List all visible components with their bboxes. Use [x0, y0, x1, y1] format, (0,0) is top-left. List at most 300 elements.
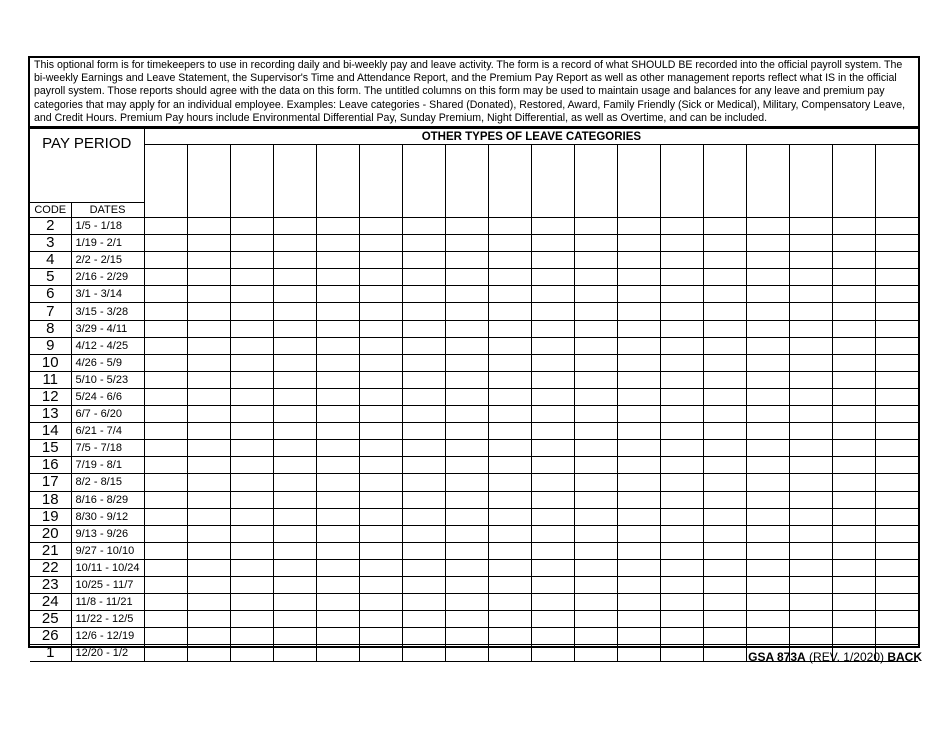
- entry-cell[interactable]: [531, 576, 574, 593]
- entry-cell[interactable]: [660, 252, 703, 269]
- entry-cell[interactable]: [531, 371, 574, 388]
- entry-cell[interactable]: [660, 235, 703, 252]
- entry-cell[interactable]: [273, 423, 316, 440]
- entry-cell[interactable]: [660, 594, 703, 611]
- entry-cell[interactable]: [445, 491, 488, 508]
- entry-cell[interactable]: [531, 320, 574, 337]
- entry-cell[interactable]: [875, 252, 918, 269]
- entry-cell[interactable]: [746, 628, 789, 645]
- entry-cell[interactable]: [488, 491, 531, 508]
- entry-cell[interactable]: [875, 337, 918, 354]
- entry-cell[interactable]: [230, 440, 273, 457]
- entry-cell[interactable]: [316, 611, 359, 628]
- entry-cell[interactable]: [703, 218, 746, 235]
- entry-cell[interactable]: [789, 525, 832, 542]
- entry-cell[interactable]: [746, 542, 789, 559]
- entry-cell[interactable]: [531, 388, 574, 405]
- entry-cell[interactable]: [660, 525, 703, 542]
- entry-cell[interactable]: [617, 628, 660, 645]
- entry-cell[interactable]: [187, 457, 230, 474]
- entry-cell[interactable]: [402, 269, 445, 286]
- entry-cell[interactable]: [574, 286, 617, 303]
- entry-cell[interactable]: [660, 354, 703, 371]
- entry-cell[interactable]: [703, 406, 746, 423]
- entry-cell[interactable]: [359, 645, 402, 662]
- entry-cell[interactable]: [703, 354, 746, 371]
- entry-cell[interactable]: [832, 269, 875, 286]
- entry-cell[interactable]: [273, 474, 316, 491]
- entry-cell[interactable]: [789, 252, 832, 269]
- entry-cell[interactable]: [402, 457, 445, 474]
- leave-category-header-cell[interactable]: [531, 145, 574, 218]
- entry-cell[interactable]: [359, 542, 402, 559]
- entry-cell[interactable]: [402, 406, 445, 423]
- entry-cell[interactable]: [574, 388, 617, 405]
- entry-cell[interactable]: [230, 406, 273, 423]
- entry-cell[interactable]: [832, 611, 875, 628]
- entry-cell[interactable]: [445, 286, 488, 303]
- entry-cell[interactable]: [187, 423, 230, 440]
- entry-cell[interactable]: [789, 423, 832, 440]
- entry-cell[interactable]: [230, 474, 273, 491]
- entry-cell[interactable]: [445, 354, 488, 371]
- entry-cell[interactable]: [531, 525, 574, 542]
- entry-cell[interactable]: [875, 525, 918, 542]
- entry-cell[interactable]: [402, 594, 445, 611]
- entry-cell[interactable]: [445, 371, 488, 388]
- entry-cell[interactable]: [359, 491, 402, 508]
- entry-cell[interactable]: [832, 559, 875, 576]
- entry-cell[interactable]: [703, 576, 746, 593]
- entry-cell[interactable]: [660, 388, 703, 405]
- entry-cell[interactable]: [832, 423, 875, 440]
- entry-cell[interactable]: [402, 235, 445, 252]
- entry-cell[interactable]: [660, 611, 703, 628]
- entry-cell[interactable]: [359, 594, 402, 611]
- leave-category-header-cell[interactable]: [402, 145, 445, 218]
- entry-cell[interactable]: [230, 594, 273, 611]
- entry-cell[interactable]: [144, 525, 187, 542]
- entry-cell[interactable]: [789, 559, 832, 576]
- entry-cell[interactable]: [488, 354, 531, 371]
- entry-cell[interactable]: [746, 406, 789, 423]
- entry-cell[interactable]: [187, 645, 230, 662]
- entry-cell[interactable]: [316, 371, 359, 388]
- entry-cell[interactable]: [832, 542, 875, 559]
- entry-cell[interactable]: [359, 457, 402, 474]
- entry-cell[interactable]: [703, 252, 746, 269]
- entry-cell[interactable]: [617, 491, 660, 508]
- leave-category-header-cell[interactable]: [703, 145, 746, 218]
- entry-cell[interactable]: [445, 269, 488, 286]
- entry-cell[interactable]: [875, 457, 918, 474]
- entry-cell[interactable]: [617, 286, 660, 303]
- entry-cell[interactable]: [230, 559, 273, 576]
- entry-cell[interactable]: [316, 388, 359, 405]
- entry-cell[interactable]: [445, 303, 488, 320]
- entry-cell[interactable]: [832, 508, 875, 525]
- entry-cell[interactable]: [359, 269, 402, 286]
- entry-cell[interactable]: [316, 269, 359, 286]
- entry-cell[interactable]: [402, 559, 445, 576]
- entry-cell[interactable]: [617, 457, 660, 474]
- entry-cell[interactable]: [144, 559, 187, 576]
- entry-cell[interactable]: [359, 611, 402, 628]
- entry-cell[interactable]: [144, 491, 187, 508]
- entry-cell[interactable]: [789, 388, 832, 405]
- entry-cell[interactable]: [789, 576, 832, 593]
- entry-cell[interactable]: [187, 354, 230, 371]
- entry-cell[interactable]: [531, 594, 574, 611]
- entry-cell[interactable]: [402, 645, 445, 662]
- entry-cell[interactable]: [531, 218, 574, 235]
- entry-cell[interactable]: [230, 611, 273, 628]
- entry-cell[interactable]: [359, 252, 402, 269]
- entry-cell[interactable]: [230, 337, 273, 354]
- entry-cell[interactable]: [488, 252, 531, 269]
- entry-cell[interactable]: [574, 576, 617, 593]
- entry-cell[interactable]: [402, 320, 445, 337]
- entry-cell[interactable]: [703, 542, 746, 559]
- entry-cell[interactable]: [402, 286, 445, 303]
- entry-cell[interactable]: [187, 628, 230, 645]
- entry-cell[interactable]: [789, 542, 832, 559]
- entry-cell[interactable]: [789, 440, 832, 457]
- entry-cell[interactable]: [187, 252, 230, 269]
- entry-cell[interactable]: [574, 508, 617, 525]
- entry-cell[interactable]: [402, 576, 445, 593]
- entry-cell[interactable]: [187, 303, 230, 320]
- entry-cell[interactable]: [832, 218, 875, 235]
- entry-cell[interactable]: [359, 423, 402, 440]
- entry-cell[interactable]: [359, 406, 402, 423]
- entry-cell[interactable]: [316, 645, 359, 662]
- entry-cell[interactable]: [617, 406, 660, 423]
- entry-cell[interactable]: [617, 645, 660, 662]
- entry-cell[interactable]: [531, 252, 574, 269]
- leave-category-header-cell[interactable]: [273, 145, 316, 218]
- entry-cell[interactable]: [875, 491, 918, 508]
- entry-cell[interactable]: [316, 525, 359, 542]
- leave-category-header-cell[interactable]: [832, 145, 875, 218]
- entry-cell[interactable]: [230, 371, 273, 388]
- entry-cell[interactable]: [531, 628, 574, 645]
- entry-cell[interactable]: [660, 269, 703, 286]
- entry-cell[interactable]: [832, 406, 875, 423]
- entry-cell[interactable]: [660, 474, 703, 491]
- entry-cell[interactable]: [445, 218, 488, 235]
- entry-cell[interactable]: [273, 303, 316, 320]
- entry-cell[interactable]: [230, 235, 273, 252]
- entry-cell[interactable]: [703, 645, 746, 662]
- entry-cell[interactable]: [574, 440, 617, 457]
- entry-cell[interactable]: [273, 337, 316, 354]
- entry-cell[interactable]: [187, 371, 230, 388]
- entry-cell[interactable]: [531, 303, 574, 320]
- entry-cell[interactable]: [230, 388, 273, 405]
- entry-cell[interactable]: [875, 423, 918, 440]
- entry-cell[interactable]: [445, 645, 488, 662]
- entry-cell[interactable]: [617, 525, 660, 542]
- entry-cell[interactable]: [789, 611, 832, 628]
- entry-cell[interactable]: [230, 252, 273, 269]
- entry-cell[interactable]: [316, 218, 359, 235]
- entry-cell[interactable]: [488, 218, 531, 235]
- entry-cell[interactable]: [316, 594, 359, 611]
- entry-cell[interactable]: [832, 235, 875, 252]
- entry-cell[interactable]: [660, 337, 703, 354]
- entry-cell[interactable]: [187, 491, 230, 508]
- entry-cell[interactable]: [617, 320, 660, 337]
- entry-cell[interactable]: [402, 303, 445, 320]
- entry-cell[interactable]: [746, 508, 789, 525]
- entry-cell[interactable]: [660, 559, 703, 576]
- entry-cell[interactable]: [359, 218, 402, 235]
- entry-cell[interactable]: [230, 423, 273, 440]
- entry-cell[interactable]: [316, 303, 359, 320]
- entry-cell[interactable]: [617, 611, 660, 628]
- entry-cell[interactable]: [273, 508, 316, 525]
- entry-cell[interactable]: [574, 354, 617, 371]
- entry-cell[interactable]: [617, 269, 660, 286]
- entry-cell[interactable]: [445, 388, 488, 405]
- entry-cell[interactable]: [574, 235, 617, 252]
- entry-cell[interactable]: [402, 371, 445, 388]
- entry-cell[interactable]: [703, 611, 746, 628]
- entry-cell[interactable]: [875, 286, 918, 303]
- entry-cell[interactable]: [875, 320, 918, 337]
- entry-cell[interactable]: [531, 269, 574, 286]
- entry-cell[interactable]: [660, 320, 703, 337]
- entry-cell[interactable]: [316, 406, 359, 423]
- entry-cell[interactable]: [703, 508, 746, 525]
- entry-cell[interactable]: [746, 371, 789, 388]
- entry-cell[interactable]: [703, 594, 746, 611]
- entry-cell[interactable]: [488, 337, 531, 354]
- leave-category-header-cell[interactable]: [617, 145, 660, 218]
- entry-cell[interactable]: [144, 286, 187, 303]
- entry-cell[interactable]: [488, 303, 531, 320]
- entry-cell[interactable]: [531, 611, 574, 628]
- entry-cell[interactable]: [875, 218, 918, 235]
- entry-cell[interactable]: [617, 354, 660, 371]
- entry-cell[interactable]: [746, 576, 789, 593]
- entry-cell[interactable]: [316, 628, 359, 645]
- entry-cell[interactable]: [875, 235, 918, 252]
- entry-cell[interactable]: [617, 252, 660, 269]
- entry-cell[interactable]: [273, 559, 316, 576]
- entry-cell[interactable]: [703, 286, 746, 303]
- entry-cell[interactable]: [574, 474, 617, 491]
- leave-category-header-cell[interactable]: [316, 145, 359, 218]
- entry-cell[interactable]: [789, 508, 832, 525]
- entry-cell[interactable]: [875, 559, 918, 576]
- entry-cell[interactable]: [144, 371, 187, 388]
- entry-cell[interactable]: [273, 286, 316, 303]
- entry-cell[interactable]: [273, 611, 316, 628]
- entry-cell[interactable]: [144, 576, 187, 593]
- entry-cell[interactable]: [789, 269, 832, 286]
- entry-cell[interactable]: [187, 542, 230, 559]
- entry-cell[interactable]: [359, 235, 402, 252]
- entry-cell[interactable]: [660, 286, 703, 303]
- entry-cell[interactable]: [273, 371, 316, 388]
- entry-cell[interactable]: [144, 388, 187, 405]
- entry-cell[interactable]: [703, 337, 746, 354]
- entry-cell[interactable]: [703, 457, 746, 474]
- entry-cell[interactable]: [574, 252, 617, 269]
- entry-cell[interactable]: [832, 525, 875, 542]
- entry-cell[interactable]: [531, 645, 574, 662]
- entry-cell[interactable]: [832, 337, 875, 354]
- entry-cell[interactable]: [574, 542, 617, 559]
- entry-cell[interactable]: [832, 594, 875, 611]
- entry-cell[interactable]: [789, 628, 832, 645]
- entry-cell[interactable]: [875, 303, 918, 320]
- entry-cell[interactable]: [445, 542, 488, 559]
- entry-cell[interactable]: [617, 576, 660, 593]
- leave-category-header-cell[interactable]: [875, 145, 918, 218]
- entry-cell[interactable]: [875, 269, 918, 286]
- leave-category-header-cell[interactable]: [230, 145, 273, 218]
- entry-cell[interactable]: [875, 406, 918, 423]
- entry-cell[interactable]: [617, 474, 660, 491]
- entry-cell[interactable]: [574, 628, 617, 645]
- entry-cell[interactable]: [144, 320, 187, 337]
- entry-cell[interactable]: [144, 628, 187, 645]
- entry-cell[interactable]: [488, 235, 531, 252]
- entry-cell[interactable]: [230, 542, 273, 559]
- entry-cell[interactable]: [531, 474, 574, 491]
- entry-cell[interactable]: [488, 559, 531, 576]
- entry-cell[interactable]: [789, 594, 832, 611]
- leave-category-header-cell[interactable]: [359, 145, 402, 218]
- entry-cell[interactable]: [660, 218, 703, 235]
- entry-cell[interactable]: [187, 337, 230, 354]
- entry-cell[interactable]: [746, 269, 789, 286]
- entry-cell[interactable]: [273, 594, 316, 611]
- entry-cell[interactable]: [531, 457, 574, 474]
- entry-cell[interactable]: [488, 406, 531, 423]
- entry-cell[interactable]: [875, 474, 918, 491]
- entry-cell[interactable]: [273, 218, 316, 235]
- entry-cell[interactable]: [746, 457, 789, 474]
- entry-cell[interactable]: [230, 628, 273, 645]
- entry-cell[interactable]: [660, 457, 703, 474]
- entry-cell[interactable]: [574, 611, 617, 628]
- entry-cell[interactable]: [488, 440, 531, 457]
- entry-cell[interactable]: [144, 423, 187, 440]
- entry-cell[interactable]: [488, 576, 531, 593]
- entry-cell[interactable]: [617, 542, 660, 559]
- entry-cell[interactable]: [660, 371, 703, 388]
- leave-category-header-cell[interactable]: [746, 145, 789, 218]
- entry-cell[interactable]: [230, 525, 273, 542]
- entry-cell[interactable]: [488, 388, 531, 405]
- entry-cell[interactable]: [445, 611, 488, 628]
- entry-cell[interactable]: [316, 354, 359, 371]
- entry-cell[interactable]: [359, 440, 402, 457]
- entry-cell[interactable]: [144, 474, 187, 491]
- entry-cell[interactable]: [144, 611, 187, 628]
- entry-cell[interactable]: [402, 423, 445, 440]
- entry-cell[interactable]: [832, 628, 875, 645]
- entry-cell[interactable]: [789, 457, 832, 474]
- entry-cell[interactable]: [445, 525, 488, 542]
- entry-cell[interactable]: [789, 286, 832, 303]
- entry-cell[interactable]: [875, 576, 918, 593]
- entry-cell[interactable]: [445, 457, 488, 474]
- entry-cell[interactable]: [746, 474, 789, 491]
- entry-cell[interactable]: [703, 491, 746, 508]
- entry-cell[interactable]: [617, 440, 660, 457]
- entry-cell[interactable]: [445, 235, 488, 252]
- entry-cell[interactable]: [359, 286, 402, 303]
- entry-cell[interactable]: [230, 508, 273, 525]
- entry-cell[interactable]: [144, 457, 187, 474]
- entry-cell[interactable]: [445, 320, 488, 337]
- entry-cell[interactable]: [703, 303, 746, 320]
- entry-cell[interactable]: [875, 594, 918, 611]
- entry-cell[interactable]: [789, 337, 832, 354]
- entry-cell[interactable]: [273, 542, 316, 559]
- entry-cell[interactable]: [574, 320, 617, 337]
- entry-cell[interactable]: [660, 440, 703, 457]
- entry-cell[interactable]: [488, 474, 531, 491]
- entry-cell[interactable]: [273, 491, 316, 508]
- entry-cell[interactable]: [230, 218, 273, 235]
- entry-cell[interactable]: [703, 525, 746, 542]
- entry-cell[interactable]: [144, 645, 187, 662]
- entry-cell[interactable]: [832, 457, 875, 474]
- entry-cell[interactable]: [445, 423, 488, 440]
- entry-cell[interactable]: [359, 628, 402, 645]
- entry-cell[interactable]: [445, 252, 488, 269]
- entry-cell[interactable]: [832, 440, 875, 457]
- entry-cell[interactable]: [660, 628, 703, 645]
- entry-cell[interactable]: [574, 645, 617, 662]
- entry-cell[interactable]: [316, 440, 359, 457]
- entry-cell[interactable]: [574, 491, 617, 508]
- entry-cell[interactable]: [187, 269, 230, 286]
- entry-cell[interactable]: [832, 320, 875, 337]
- entry-cell[interactable]: [273, 406, 316, 423]
- entry-cell[interactable]: [746, 235, 789, 252]
- entry-cell[interactable]: [574, 406, 617, 423]
- entry-cell[interactable]: [316, 235, 359, 252]
- entry-cell[interactable]: [832, 576, 875, 593]
- entry-cell[interactable]: [187, 235, 230, 252]
- entry-cell[interactable]: [445, 474, 488, 491]
- entry-cell[interactable]: [789, 218, 832, 235]
- entry-cell[interactable]: [273, 576, 316, 593]
- entry-cell[interactable]: [402, 491, 445, 508]
- leave-category-header-cell[interactable]: [660, 145, 703, 218]
- entry-cell[interactable]: [789, 354, 832, 371]
- entry-cell[interactable]: [187, 525, 230, 542]
- entry-cell[interactable]: [488, 508, 531, 525]
- entry-cell[interactable]: [359, 576, 402, 593]
- entry-cell[interactable]: [445, 508, 488, 525]
- entry-cell[interactable]: [574, 337, 617, 354]
- entry-cell[interactable]: [746, 252, 789, 269]
- entry-cell[interactable]: [273, 320, 316, 337]
- entry-cell[interactable]: [789, 474, 832, 491]
- entry-cell[interactable]: [187, 594, 230, 611]
- entry-cell[interactable]: [660, 542, 703, 559]
- entry-cell[interactable]: [875, 542, 918, 559]
- entry-cell[interactable]: [488, 269, 531, 286]
